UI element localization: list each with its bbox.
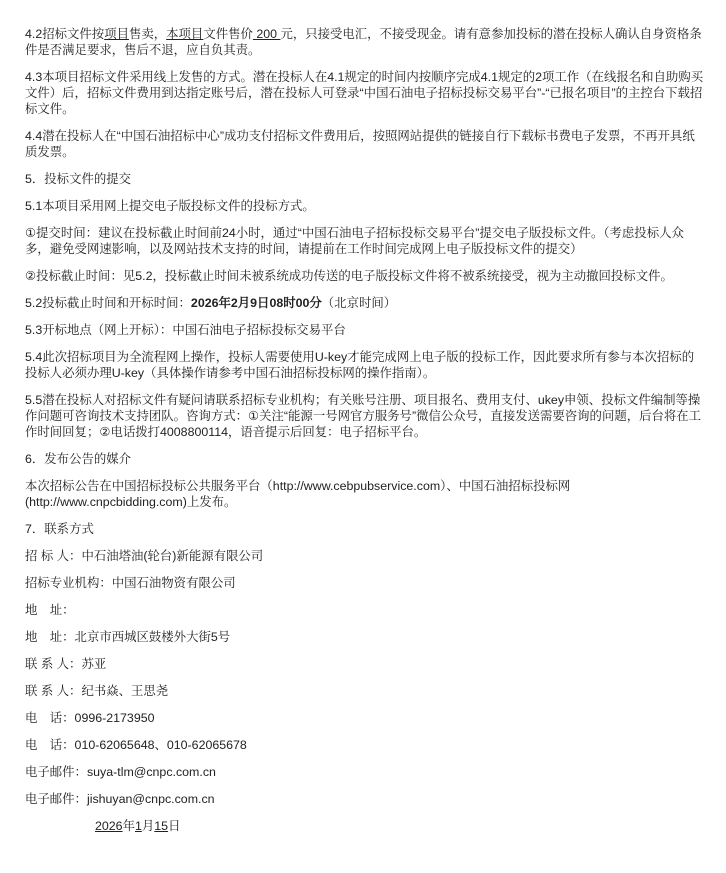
date-year-suffix: 年 bbox=[122, 819, 135, 833]
contact-phone-2: 电 话：010-62065648、010-62065678 bbox=[25, 738, 247, 752]
para-4-2 bbox=[25, 26, 705, 58]
document-date bbox=[25, 818, 705, 834]
para-5-2 bbox=[25, 295, 705, 311]
para-4-2-this-project: 本项目 bbox=[166, 27, 204, 41]
date-day-suffix: 日 bbox=[168, 819, 181, 833]
contact-agency: 招标专业机构：中国石油物资有限公司 bbox=[25, 576, 236, 590]
para-5-2-c: （北京时间） bbox=[321, 296, 397, 310]
date-year: 2026 bbox=[95, 819, 123, 833]
heading-5: 5．投标文件的提交 bbox=[25, 172, 132, 186]
contact-email-2: 电子邮件：jishuyan@cnpc.com.cn bbox=[25, 792, 215, 806]
para-5-2-a: 5.2投标截止时间和开标时间： bbox=[25, 296, 191, 310]
contact-tenderer: 招 标 人：中石油塔油(轮台)新能源有限公司 bbox=[25, 549, 264, 563]
para-5-1-b: ②投标截止时间：见5.2，投标截止时间未被系统成功传送的电子版投标文件将不被系统接受，视为主动撤回投标文件。 bbox=[25, 269, 673, 283]
date-day: 15 bbox=[154, 819, 169, 833]
para-4-2-project: 项目 bbox=[104, 27, 129, 41]
para-5-5: 5.5潜在投标人对招标文件有疑问请联系招标专业机构；有关账号注册、项目报名、费用支付、ukey申领、投标文件编制等操作问题可咨询技术支持团队。咨询方式：①关注“能源一号网官方服务号”微信公众号，直接发送需要咨询的问题，后台将在工作时间回复；②电话拨打4008800114，语音提示后回复：电子招标平台。 bbox=[25, 393, 702, 439]
para-4-2-c: 售卖， bbox=[128, 27, 167, 41]
contact-person-2: 联 系 人：纪书焱、王思尧 bbox=[25, 684, 169, 698]
para-5-4: 5.4此次招标项目为全流程网上操作，投标人需要使用U-key才能完成网上电子版的投标工作，因此要求所有参与本次招标的投标人必须办理U-key（具体操作请参考中国石油招标投标网的操作指南）。 bbox=[25, 350, 695, 380]
heading-7: 7．联系方式 bbox=[25, 522, 94, 536]
para-4-3: 4.3本项目招标文件采用线上发售的方式。潜在投标人在4.1规定的时间内按顺序完成4.1规定的2项工作（在线报名和自助购买文件）后，招标文件费用到达指定账号后，潜在投标人可登录“中国石油电子招标投标交易平台”-“已报名项目”的主控台下载招标文件。 bbox=[25, 70, 704, 116]
contact-person-1: 联 系 人：苏亚 bbox=[25, 657, 107, 671]
announcement-document bbox=[25, 26, 705, 845]
para-4-4: 4.4潜在投标人在“中国石油招标中心”成功支付招标文件费用后，按照网站提供的链接自行下载标书费电子发票，不再开具纸质发票。 bbox=[25, 129, 695, 159]
para-4-2-e: 文件售价 bbox=[203, 27, 253, 41]
para-5-1-a: ①提交时间：建议在投标截止时间前24小时，通过“中国石油电子招标投标交易平台”提交电子版投标文件。（考虑投标人众多，避免受网速影响，以及网站技术支持的时间，请提前在工作时间完成网上电子版投标文件的提交） bbox=[25, 226, 684, 256]
heading-6: 6．发布公告的媒介 bbox=[25, 452, 132, 466]
para-5-3: 5.3开标地点（网上开标）：中国石油电子招标投标交易平台 bbox=[25, 323, 346, 337]
para-4-2-g: 元，只接受电汇，不接受现金。请有意参加投标的潜在投标人确认自身资格条件是否满足要求，售后不退，应自负其责。 bbox=[25, 27, 702, 57]
para-5-2-deadline: 2026年2月9日08时00分 bbox=[190, 296, 322, 310]
contact-address-2: 地 址：北京市西城区鼓楼外大街5号 bbox=[25, 630, 231, 644]
para-5-1: 5.1本项目采用网上提交电子版投标文件的投标方式。 bbox=[25, 199, 315, 213]
date-month: 1 bbox=[134, 819, 142, 833]
para-4-2-a: 4.2招标文件按 bbox=[25, 27, 105, 41]
contact-address-1: 地 址： bbox=[25, 603, 75, 617]
contact-email-1: 电子邮件：suya-tlm@cnpc.com.cn bbox=[25, 765, 216, 779]
para-6: 本次招标公告在中国招标投标公共服务平台（http://www.cebpubservice.com）、中国石油招标投标网(http://www.cnpcbidding.com)上发布。 bbox=[25, 479, 571, 509]
date-month-suffix: 月 bbox=[141, 819, 155, 833]
contact-phone-1: 电 话：0996-2173950 bbox=[25, 711, 155, 725]
para-4-2-price: 200 bbox=[252, 27, 281, 41]
